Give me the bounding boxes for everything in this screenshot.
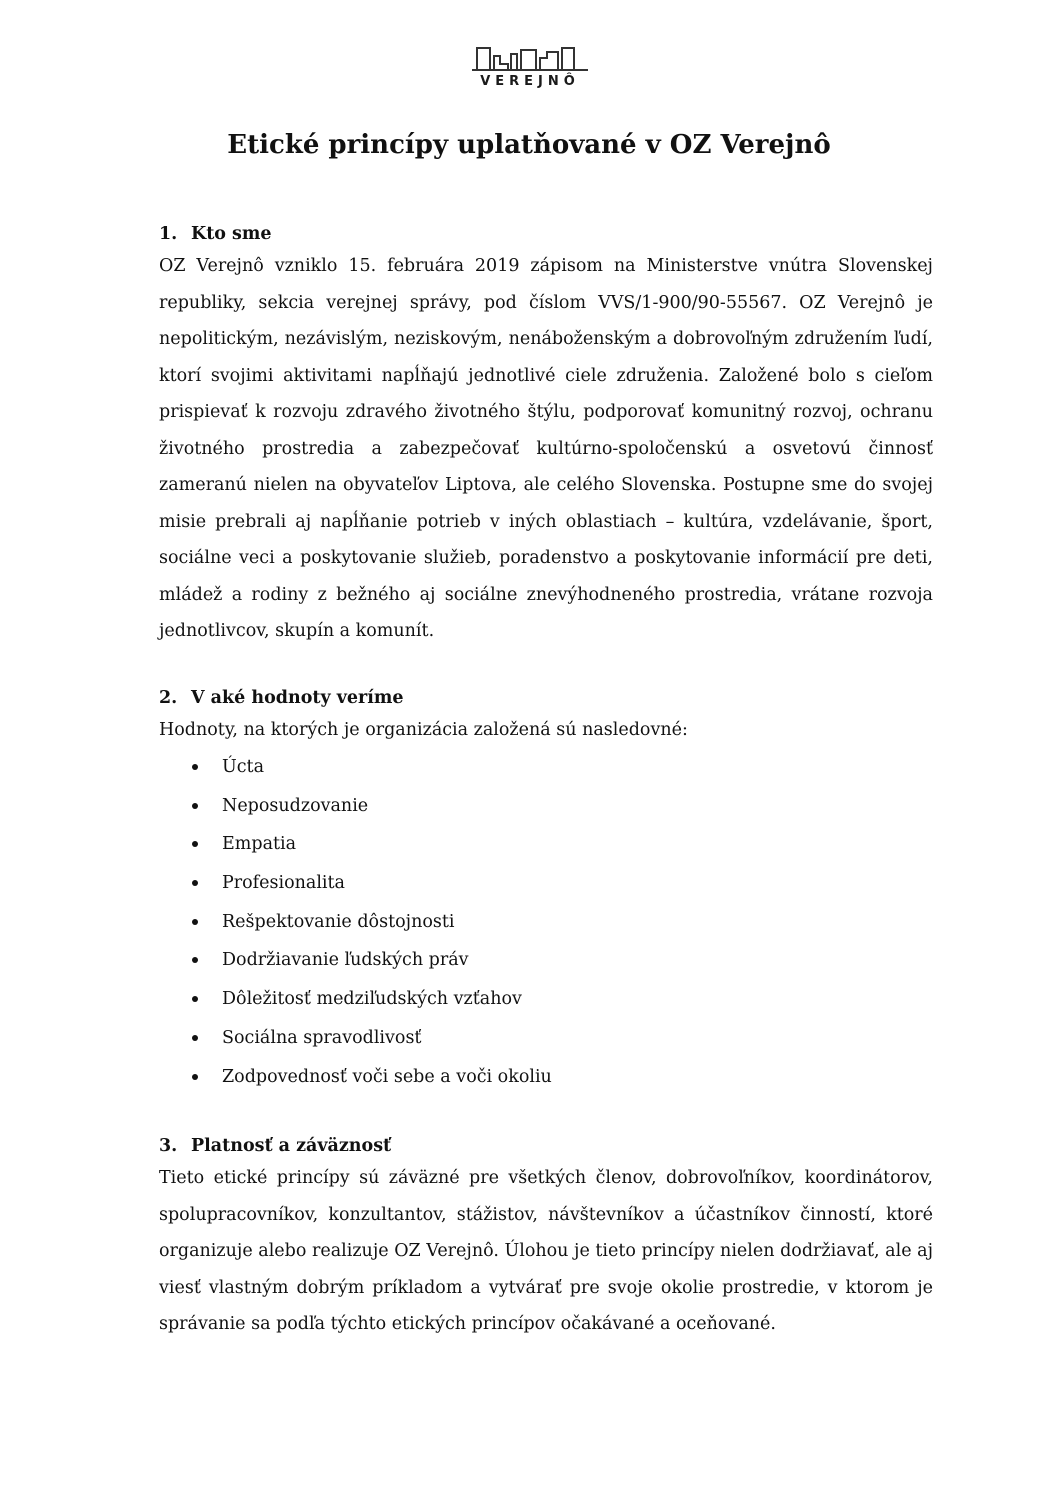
list-item [159,903,933,942]
section-number: 1. [159,224,178,244]
list-item [159,748,933,787]
value-label: Sociálna spravodlivosť [222,1027,422,1048]
value-label: Úcta [222,757,265,777]
bullet-icon [192,803,198,809]
value-label: Neposudzovanie [222,795,369,816]
section-title: Kto sme [191,224,272,244]
section-paragraph: OZ Verejnô vzniklo 15. februára 2019 zápisom na Ministerstve vnútra Slovenskej republiky, sekcia verejnej správy, pod číslom VVS/1-900/90-55567. OZ Verejnô je nepolitickým, nezávislým, neziskovým, nenáboženským a dobrovoľným združením ľudí, ktorí svojimi aktivitami napĺňajú jednotlivé ciele združenia. Založené bolo s cieľom prispievať k rozvoju zdravého životného štýlu, podporovať komunitný rozvoj, ochranu životného prostredia a zabezpečovať kultúrno-spoločenskú a osvetovú činnosť zameranú nielen na obyvateľov Liptova, ale celého Slovenska. Postupne sme do svojej misie prebrali aj napĺňanie potrieb v iných oblastiach – kultúra, vzdelávanie, šport, sociálne veci a poskytovanie služieb, poradenstvo a poskytovanie informácií pre deti, mládež a rodiny z bežného aj sociálne znevýhodneného prostredia, vrátane rozvoja jednotlivcov, skupín a komunít. [159,256,933,641]
values-intro: Hodnoty, na ktorých je organizácia založená sú nasledovné: [159,719,688,740]
values-list [159,748,933,1096]
value-label: Empatia [222,834,297,855]
value-label: Profesionalita [222,873,345,894]
section-validity [159,1130,933,1343]
list-item [159,1019,933,1058]
section-values [159,682,933,1097]
city-skyline-logo-icon [470,44,590,72]
bullet-icon [192,1074,198,1080]
page-title: Etické princípy uplatňované v OZ Verejnô [227,130,831,160]
section-paragraph: Tieto etické princípy sú záväzné pre všetkých členov, dobrovoľníkov, koordinátorov, spolupracovníkov, konzultantov, stážistov, návštevníkov a účastníkov činností, ktoré organizuje alebo realizuje OZ Verejnô. Úlohou je tieto princípy nielen dodržiavať, ale aj viesť vlastným dobrým príkladom a vytvárať pre svoje okolie prostredie, v ktorom je správanie sa podľa týchto etických princípov očakávané a oceňované. [159,1168,933,1335]
bullet-icon [192,996,198,1002]
value-label: Rešpektovanie dôstojnosti [222,911,455,932]
logo-wordmark: VEREJNÔ [480,74,580,89]
section-number: 3. [159,1136,178,1157]
value-label: Dôležitosť medziľudských vzťahov [222,989,522,1010]
list-item [159,787,933,826]
bullet-icon [192,957,198,963]
section-who-we-are [159,218,933,650]
list-item [159,864,933,903]
bullet-icon [192,841,198,847]
section-heading [159,218,933,250]
document-body [159,218,933,1343]
section-heading [159,682,933,714]
logo [470,44,590,94]
list-item [159,980,933,1019]
value-label: Dodržiavanie ľudských práv [222,950,469,971]
section-title: V aké hodnoty veríme [191,687,404,708]
list-item [159,1058,933,1097]
bullet-icon [192,919,198,925]
list-item [159,825,933,864]
section-title: Platnosť a záväznosť [191,1136,392,1157]
bullet-icon [192,880,198,886]
value-label: Zodpovednosť voči sebe a voči okoliu [222,1066,552,1087]
section-heading [159,1130,933,1162]
bullet-icon [192,1035,198,1041]
section-number: 2. [159,687,178,708]
bullet-icon [192,764,198,770]
list-item [159,941,933,980]
